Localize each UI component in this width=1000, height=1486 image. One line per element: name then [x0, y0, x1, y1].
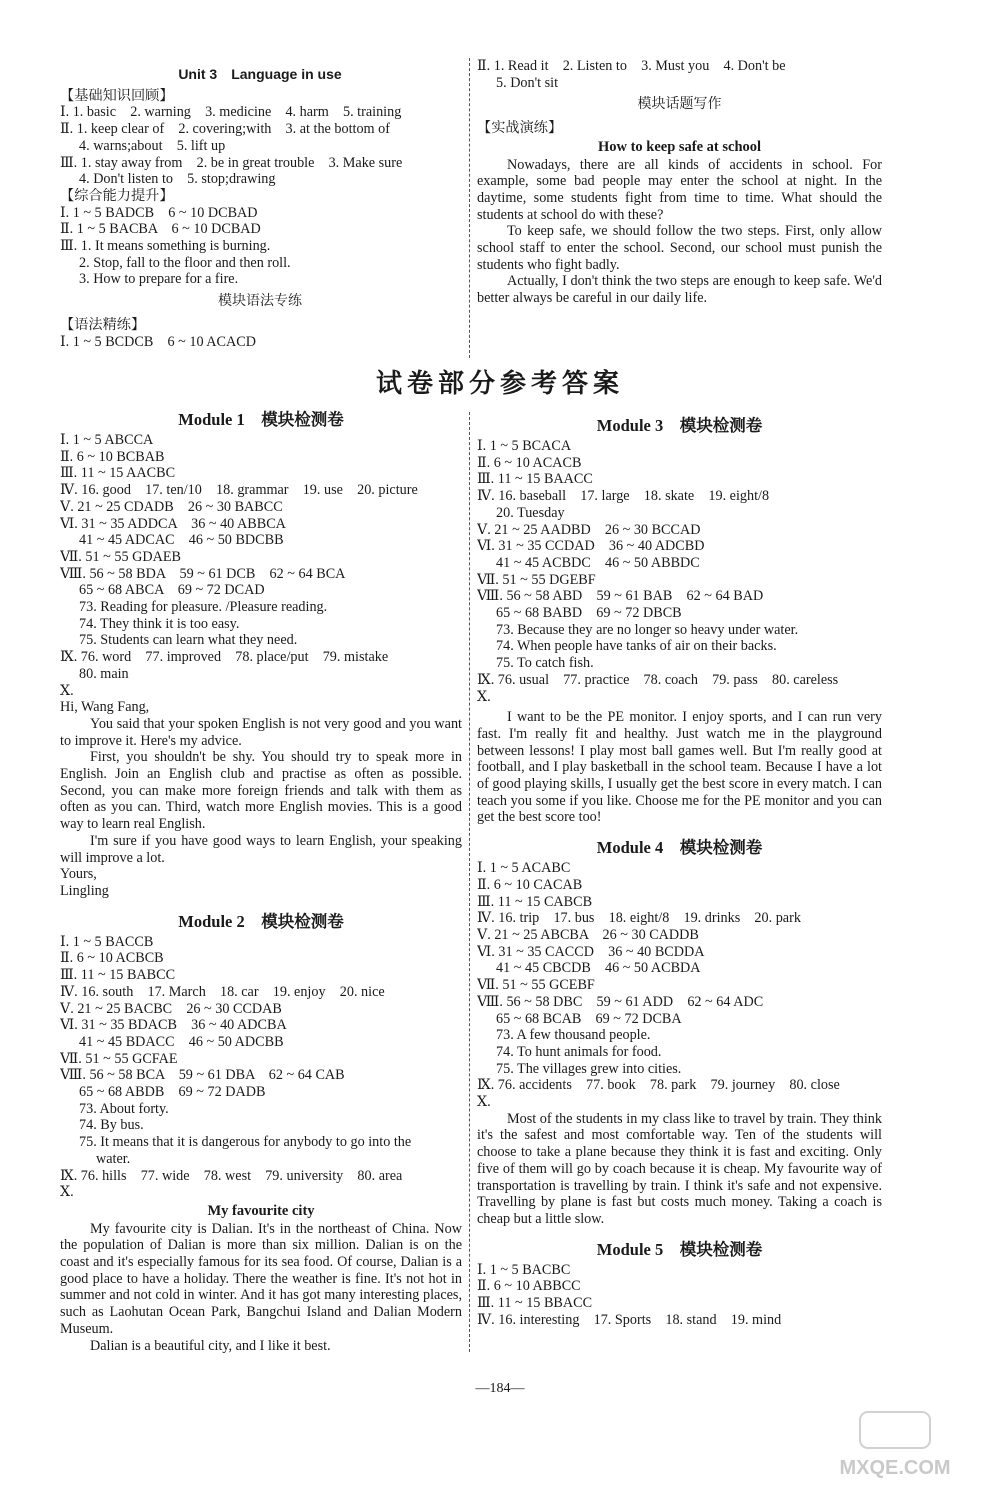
module-4-title: Module 4 模块检测卷 [596, 838, 763, 858]
answer-line: Ⅵ. 31 ~ 35 ADDCA 36 ~ 40 ABBCA [60, 515, 286, 532]
answer-line: Ⅵ. 31 ~ 35 BDACB 36 ~ 40 ADCBA [60, 1017, 287, 1034]
answer-line: Ⅴ. 21 ~ 25 AADBD 26 ~ 30 BCCAD [477, 521, 701, 538]
answer-line: Ⅲ. 11 ~ 15 AACBC [60, 465, 176, 482]
answer-line: Ⅹ. [60, 682, 74, 699]
answer-line: 73. Reading for pleasure. /Pleasure reading. [79, 599, 328, 616]
answer-line: 41 ~ 45 ACBDC 46 ~ 50 ABBDC [496, 554, 700, 571]
answer-line: 73. Because they are no longer so heavy under water. [496, 621, 799, 638]
column-divider [469, 58, 470, 358]
answer-line: Ⅸ. 76. accidents 77. book 78. park 79. journey 80. close [477, 1077, 840, 1094]
answer-line: Ⅵ. 31 ~ 35 CCDAD 36 ~ 40 ADCBD [477, 538, 705, 555]
watermark-logo [800, 1410, 990, 1480]
answer-line: Ⅳ. 16. south 17. March 18. car 19. enjoy 20. nice [60, 983, 385, 1000]
answer-line: 4. warns;about 5. lift up [79, 137, 226, 154]
answer-line: 2. Stop, fall to the floor and then roll. [79, 254, 291, 271]
answer-line: 4. Don't listen to 5. stop;drawing [79, 171, 276, 188]
essay-paragraph: I'm sure if you have good ways to learn English, your speaking will improve a lot. [60, 832, 462, 866]
column-divider [469, 412, 470, 1352]
answer-line: Ⅲ. 1. It means something is burning. [60, 238, 271, 255]
essay-paragraph: I want to be the PE monitor. I enjoy sports, and I can run very fast. I'm really fit and healthy. Just watch me in the playground between lessons! I play most ball games well. But I'm really good at football, and I play basketball in the school team. Because I have a lot of good playing skills, I usually get the best score in every match. I can teach you some if you like. Choose me for the PE monitor and you can get the best score too! [477, 709, 882, 826]
essay-paragraph: My favourite city is Dalian. It's in the northeast of China. Now the population of Dalian is more than six million. Dalian is on the coast and it's especially famous for its sea food. Of course, Dalian is a good place to have a holiday. There the weather is fine. It's not hot in summer and not cold in winter. And it has got many interesting places, such as Laohutan Ocean Park, Bangchui Island and Dalian Modern Museum. [60, 1220, 462, 1337]
letter-signature: Lingling [60, 882, 109, 899]
essay-paragraph: Most of the students in my class like to travel by train. They think it's the safest and most comfortable way. Ten of the students will choose to take a plane because they think it is fast and exciting. Only five of them will go by coach because it is cheap. My favourite way of transportation is travelling by train. I think it's safe and not expensive. Travelling by plane is fast but costs much money. Taking a coach is cheap but a little slow. [477, 1110, 882, 1227]
answer-line: Ⅴ. 21 ~ 25 CDADB 26 ~ 30 BABCC [60, 498, 283, 515]
unit-title: Unit 3 Language in use [178, 66, 342, 82]
section-title: 试卷部分参考答案 [375, 369, 624, 399]
answer-line: Ⅶ. 51 ~ 55 GDAEB [60, 548, 181, 565]
answer-line: Ⅰ. 1 ~ 5 BCDCB 6 ~ 10 ACACD [60, 333, 256, 350]
answer-line: Ⅰ. 1 ~ 5 BACCB [60, 933, 154, 950]
answer-line: Ⅱ. 1. keep clear of 2. covering;with 3. at the bottom of [60, 121, 390, 138]
bottom-left-column [60, 410, 462, 1354]
answer-line: Ⅲ. 11 ~ 15 BABCC [60, 967, 176, 984]
writing-heading: 模块话题写作 [637, 97, 722, 113]
answer-line: Ⅱ. 6 ~ 10 CACAB [477, 876, 583, 893]
essay-title: How to keep safe at school [597, 138, 762, 155]
answer-line: Ⅱ. 6 ~ 10 ACBCB [60, 950, 164, 967]
answer-line: water. [96, 1150, 131, 1167]
module-5-title: Module 5 模块检测卷 [596, 1239, 763, 1259]
answer-line: Ⅱ. 6 ~ 10 ACACB [477, 454, 582, 471]
section-label: 【语法精练】 [60, 316, 146, 333]
answer-line: Ⅱ. 6 ~ 10 ABBCC [477, 1278, 581, 1295]
watermark-badge [860, 1412, 930, 1448]
top-right-column [477, 58, 882, 307]
answer-line: Ⅶ. 51 ~ 55 DGEBF [477, 571, 596, 588]
essay-paragraph: To keep safe, we should follow the two steps. First, only allow school staff to enter the school. Second, our school must punish the students who fight badly. [477, 223, 882, 273]
answer-line: 75. To catch fish. [496, 655, 594, 672]
answer-line: Ⅸ. 76. hills 77. wide 78. west 79. university 80. area [60, 1167, 403, 1184]
answer-line: 65 ~ 68 BCAB 69 ~ 72 DCBA [496, 1010, 682, 1027]
essay-paragraph: Dalian is a beautiful city, and I like it best. [90, 1337, 331, 1354]
answer-line: Ⅴ. 21 ~ 25 ABCBA 26 ~ 30 CADDB [477, 926, 699, 943]
answer-line: 65 ~ 68 BABD 69 ~ 72 DBCB [496, 605, 682, 622]
answer-line: Ⅸ. 76. usual 77. practice 78. coach 79. pass 80. careless [477, 671, 839, 688]
answer-line: Ⅸ. 76. word 77. improved 78. place/put 79. mistake [60, 649, 389, 666]
answer-line: Ⅷ. 56 ~ 58 DBC 59 ~ 61 ADD 62 ~ 64 ADC [477, 993, 764, 1010]
module-1-title: Module 1 模块检测卷 [178, 410, 344, 429]
answer-line: Ⅴ. 21 ~ 25 BACBC 26 ~ 30 CCDAB [60, 1000, 282, 1017]
answer-line: Ⅶ. 51 ~ 55 GCEBF [477, 977, 595, 994]
answer-line: Ⅰ. 1 ~ 5 BACBC [477, 1261, 571, 1278]
answer-line: 41 ~ 45 BDACC 46 ~ 50 ADCBB [79, 1033, 284, 1050]
top-left-column [60, 66, 460, 350]
answer-line: 75. It means that it is dangerous for anybody to go into the [79, 1134, 412, 1151]
answer-line: 74. They think it is too easy. [79, 615, 240, 632]
answer-line: 65 ~ 68 ABCA 69 ~ 72 DCAD [79, 582, 265, 599]
answer-line: Ⅹ. [60, 1184, 74, 1201]
essay-paragraph: You said that your spoken English is not very good and you want to improve it. Here's my advice. [60, 715, 462, 749]
answer-line: 3. How to prepare for a fire. [79, 271, 239, 288]
section-label: 【基础知识回顾】 [60, 87, 174, 104]
answer-line: Ⅷ. 56 ~ 58 BDA 59 ~ 61 DCB 62 ~ 64 BCA [60, 565, 346, 582]
answer-line: Ⅰ. 1. basic 2. warning 3. medicine 4. harm 5. training [60, 104, 402, 121]
answer-line: 5. Don't sit [496, 74, 559, 91]
section-label: 【实战演练】 [477, 120, 563, 137]
page-number: —184— [475, 1381, 525, 1396]
answer-line: Ⅱ. 1. Read it 2. Listen to 3. Must you 4. Don't be [477, 58, 786, 74]
answer-line: Ⅳ. 16. good 17. ten/10 18. grammar 19. use 20. picture [60, 482, 418, 499]
answer-line: Ⅰ. 1 ~ 5 ACABC [477, 860, 571, 877]
answer-line: Ⅹ. [477, 1094, 491, 1111]
answer-line: 75. Students can learn what they need. [79, 632, 298, 649]
module-2-title: Module 2 模块检测卷 [178, 911, 344, 931]
section-label: 【综合能力提升】 [60, 187, 174, 204]
answer-line: Ⅲ. 11 ~ 15 BAACC [477, 471, 593, 488]
letter-closing: Yours, [60, 866, 97, 883]
answer-line: Ⅱ. 6 ~ 10 BCBAB [60, 448, 165, 465]
answer-line: Ⅰ. 1 ~ 5 BADCB 6 ~ 10 DCBAD [60, 204, 258, 221]
watermark-text: MXQE.COM [839, 1457, 951, 1479]
bottom-right-column [477, 416, 882, 1328]
grammar-heading: 模块语法专练 [218, 294, 302, 310]
answer-line: Ⅲ. 1. stay away from 2. be in great trouble 3. Make sure [60, 154, 403, 171]
answer-line: Ⅳ. 16. baseball 17. large 18. skate 19. eight/8 [477, 488, 770, 505]
answer-line: 80. main [79, 665, 129, 682]
answer-line: Ⅲ. 11 ~ 15 BBACC [477, 1295, 593, 1312]
answer-line: 65 ~ 68 ABDB 69 ~ 72 DADB [79, 1084, 266, 1101]
essay-title: My favourite city [207, 1202, 315, 1219]
essay-paragraph: First, you shouldn't be shy. You should try to speak more in English. Join an English club and practise as often as possible. Second, you can make more foreign friends and talk with them as often as you can. Third, watch more English movies. This is a good way to learn real English. [60, 749, 462, 833]
answer-line: Ⅷ. 56 ~ 58 BCA 59 ~ 61 DBA 62 ~ 64 CAB [60, 1067, 345, 1084]
answer-line: Ⅳ. 16. interesting 17. Sports 18. stand 19. mind [477, 1311, 782, 1328]
answer-line: 41 ~ 45 ADCAC 46 ~ 50 BDCBB [79, 532, 284, 549]
answer-line: Ⅰ. 1 ~ 5 ABCCA [60, 432, 154, 448]
essay-paragraph: Actually, I don't think the two steps are enough to keep safe. We'd better always be careful in our daily life. [477, 273, 882, 307]
answer-line: Ⅰ. 1 ~ 5 BCACA [477, 438, 572, 454]
answer-line: 41 ~ 45 CBCDB 46 ~ 50 ACBDA [496, 960, 701, 977]
answer-line: 73. A few thousand people. [496, 1027, 651, 1044]
answer-line: 74. When people have tanks of air on their backs. [496, 638, 777, 655]
answer-line: 74. To hunt animals for food. [496, 1043, 662, 1060]
letter-greeting: Hi, Wang Fang, [60, 699, 150, 716]
answer-line: Ⅹ. [477, 688, 491, 705]
module-3-title: Module 3 模块检测卷 [596, 416, 763, 435]
answer-line: Ⅲ. 11 ~ 15 CABCB [477, 893, 593, 910]
answer-line: Ⅶ. 51 ~ 55 GCFAE [60, 1050, 178, 1067]
answer-line: Ⅵ. 31 ~ 35 CACCD 36 ~ 40 BCDDA [477, 943, 705, 960]
answer-line: 73. About forty. [79, 1100, 169, 1117]
answer-line: 20. Tuesday [496, 504, 565, 521]
answer-line: 75. The villages grew into cities. [496, 1060, 682, 1077]
answer-line: Ⅱ. 1 ~ 5 BACBA 6 ~ 10 DCBAD [60, 221, 261, 238]
essay-paragraph: Nowadays, there are all kinds of accidents in school. For example, some bad people may enter the school at night. In the daytime, some students fight from time to time. What should the students at school do with these? [477, 156, 882, 223]
answer-line: Ⅳ. 16. trip 17. bus 18. eight/8 19. drinks 20. park [477, 910, 801, 927]
answer-line: 74. By bus. [79, 1117, 144, 1134]
answer-line: Ⅷ. 56 ~ 58 ABD 59 ~ 61 BAB 62 ~ 64 BAD [477, 588, 764, 605]
